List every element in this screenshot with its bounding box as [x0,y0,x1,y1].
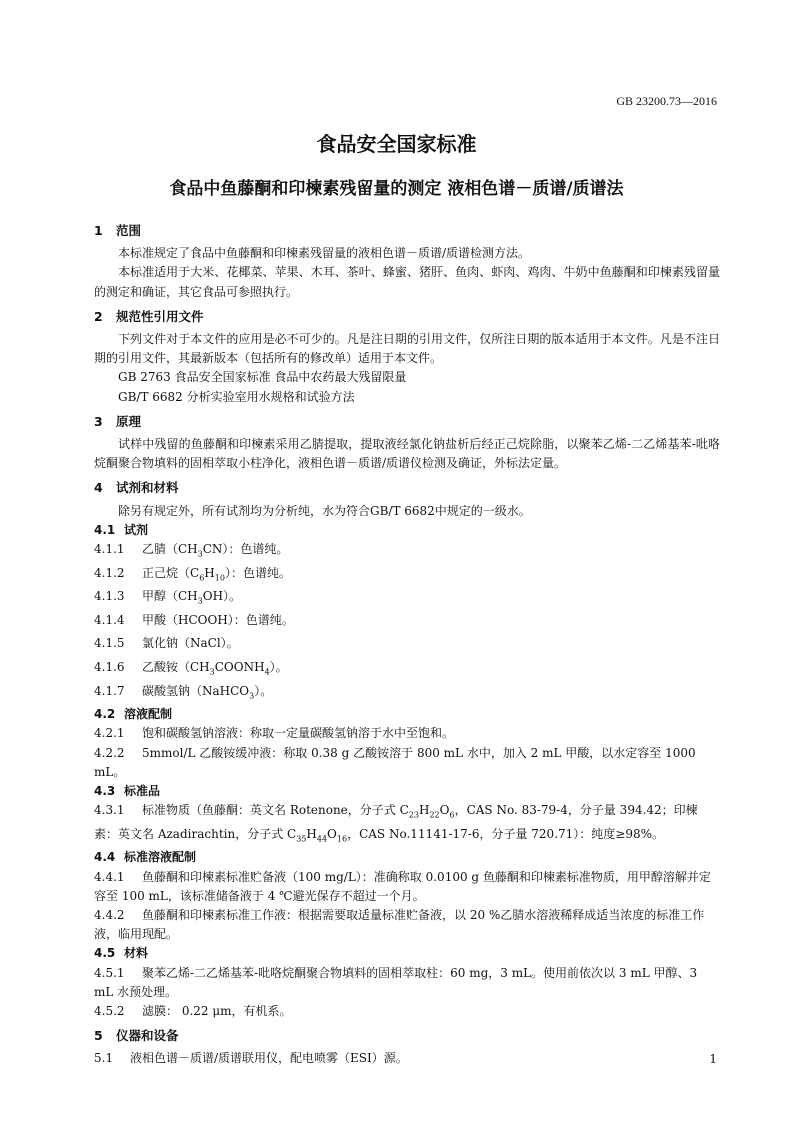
paragraph: 试样中残留的鱼藤酮和印楝素采用乙腈提取，提取液经氯化钠盐析后经正己烷除脂，以聚苯乙烯-二乙烯基苯-吡咯烷酮聚合物填料的固相萃取小柱净化，液相色谱－质谱/质谱仪检测及确证，外标法定量。 [94,437,720,471]
paragraph: 本标准规定了食品中鱼藤酮和印楝素残留量的液相色谱－质谱/质谱检测方法。 [118,246,531,261]
reagent-item: 4.1.1 乙腈$(CH_3CN)$：色谱纯。 [94,542,289,559]
subsection-heading: 4.3 标准品 [94,784,161,799]
section-2-heading: 2 规范性引用文件 [94,308,204,324]
reference-item: GB/T 6682 分析实验室用水规格和试验方法 [118,389,355,404]
section-3-heading: 3 原理 [94,413,142,429]
reagent-item: 4.1.3 甲醇$(CH_3OH)$。 [94,589,242,606]
subsection-heading: 4.1 试剂 [94,522,149,537]
paragraph: 本标准适用于大米、花椰菜、苹果、木耳、茶叶、蜂蜜、猪肝、鱼肉、虾肉、鸡肉、牛奶中鱼藤酮和印楝素残留量的测定和确证，其它食品可参照执行。 [94,265,720,299]
sub-title: 食品中鱼藤酮和印楝素残留量的测定 液相色谱－质谱/质谱法 [169,179,624,199]
list-item: 4.5.2 滤膜： 0.22 μm，有机系。 [94,1004,292,1019]
list-item: 4.4.1 鱼藤酮和印楝素标准贮备液（100 mg/L）：准确称取 0.0100 g 鱼藤酮和印楝素标准物质，用甲醇溶解并定容至 100 mL，该标准储备液于 4 ℃避光保存不超过一个月。 [94,869,711,903]
page-number: 1 [709,1052,717,1066]
list-item: 4.2.1 饱和碳酸氢钠溶液：称取一定量碳酸氢钠溶于水中至饱和。 [94,726,455,741]
document-body [94,216,720,1069]
subsection-heading: 4.2 溶液配制 [94,707,173,722]
subsection-heading: 4.4 标准溶液配制 [94,850,197,865]
reagent-item: 4.1.4 甲酸（HCOOH）：色谱纯。 [94,612,294,627]
reference-item: GB 2763 食品安全国家标准 食品中农药最大残留限量 [118,370,407,385]
reagent-item: 4.1.2 正己烷$(C_6H_{10})$：色谱纯。 [94,565,291,583]
list-item: 5.1 液相色谱－质谱/质谱联用仪，配电喷雾（ESI）源。 [94,1051,408,1066]
section-4-heading: 4 试剂和材料 [94,480,179,496]
section-5-heading: 5 仪器和设备 [94,1028,179,1044]
list-item: 4.3.1 标准物质（鱼藤酮：英文名 Rotenone，分子式 $C_{23}H_{22}O_6$，CAS No. 83-79-4，分子量 394.42；印楝素：英文名 Azadirachtin，分子式 $C_{35}H_{44}O_{16}$，CAS No.11141-17-6，分子量 720.71）：纯度≥98%。 [94,803,698,844]
list-item: 4.4.2 鱼藤酮和印楝素标准工作液：根据需要取适量标准贮备液，以 20 %乙腈水溶液稀释成适当浓度的标准工作液，临用现配。 [94,908,705,942]
reagent-item: 4.1.7 碳酸氢钠（NaHCO$_3$）。 [94,683,273,700]
paragraph: 除另有规定外，所有试剂均为分析纯，水为符合GB/T 6682中规定的一级水。 [118,503,531,518]
subsection-heading: 4.5 材料 [94,946,149,961]
section-1-heading: 1 范围 [94,223,142,238]
main-title: 食品安全国家标准 [316,132,477,156]
reagent-list [94,540,720,705]
paragraph: 下列文件对于本文件的应用是必不可少的。凡是注日期的引用文件，仅所注日期的版本适用于本文件。凡是不注日期的引用文件，其最新版本（包括所有的修改单）适用于本文件。 [94,332,720,366]
reagent-item: 4.1.6 乙酸铵$(CH_3COONH_4)$。 [94,660,288,677]
list-item: 4.5.1 聚苯乙烯-二乙烯基苯-吡咯烷酮聚合物填料的固相萃取柱：60 mg，3 mL。使用前依次以 3 mL 甲醇、3 mL 水预处理。 [94,965,698,999]
list-item: 4.2.2 5mmol/L 乙酸铵缓冲液：称取 0.38 g 乙酸铵溶于 800 mL 水中，加入 2 mL 甲酸，以水定容至 1000 mL。 [94,745,696,779]
standard-code: GB 23200.73—2016 [616,94,717,108]
reagent-item: 4.1.5 氯化钠（NaCl）。 [94,636,239,651]
